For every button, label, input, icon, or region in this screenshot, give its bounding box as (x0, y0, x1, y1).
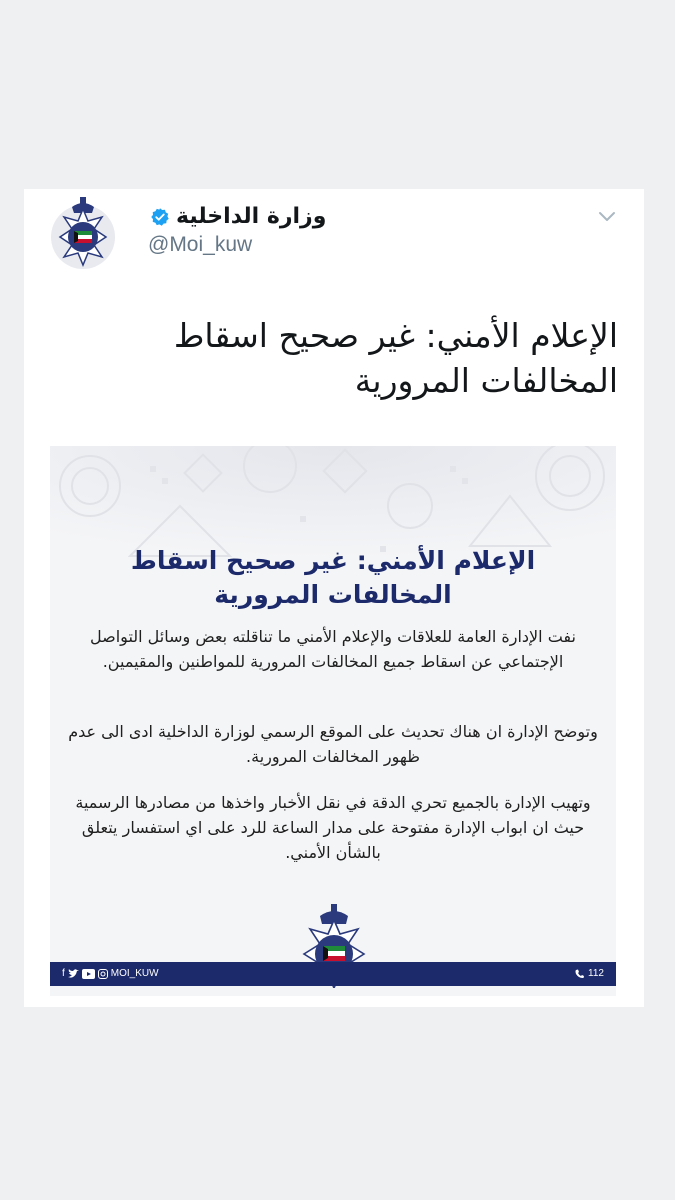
footer-phone: 112 (588, 968, 604, 979)
instagram-icon (98, 969, 108, 979)
image-title-line: الإعلام الأمني: غير صحيح اسقاط (130, 546, 536, 575)
verified-badge-icon (150, 207, 170, 227)
account-display-name[interactable]: وزارة الداخلية (176, 204, 327, 229)
image-paragraph: وتوضح الإدارة ان هناك تحديث على الموقع الرسمي لوزارة الداخلية ادى الى عدم ظهور المخالفات المرورية. (68, 722, 598, 766)
image-title (50, 544, 616, 612)
account-handle[interactable]: @Moi_kuw (148, 233, 253, 256)
image-paragraph: نفت الإدارة العامة للعلاقات والإعلام الأمني ما تناقلته بعض وسائل التواصل الإجتماعي عن اسقاط جميع المخالفات المرورية للمواطنين والمقيمين. (90, 627, 576, 671)
facebook-icon: f (62, 968, 65, 979)
image-title-line: المخالفات المرورية (214, 580, 452, 609)
tweet-text-line: الإعلام الأمني: غير صحيح اسقاط (173, 316, 618, 355)
chevron-down-icon[interactable] (598, 211, 616, 223)
social-links (62, 968, 159, 979)
tweet-card (24, 189, 644, 1007)
tweet-text-line: المخالفات المرورية (354, 361, 618, 400)
tweet-image[interactable] (50, 446, 616, 996)
image-paragraph: وتهيب الإدارة بالجميع تحري الدقة في نقل الأخبار واخذها من مصادرها الرسمية حيث ان ابواب الإدارة مفتوحة على مدار الساعة للرد على اي استفسار يتعلق بالشأن الأمني. (75, 793, 591, 862)
phone-contact (575, 968, 604, 979)
twitter-icon (68, 969, 79, 979)
tweet-text (50, 313, 618, 403)
youtube-icon (82, 969, 95, 979)
account-name-row[interactable] (150, 204, 326, 229)
footer-handle: MOI_KUW (110, 968, 159, 979)
image-footer-bar (50, 962, 616, 986)
phone-icon (575, 969, 584, 979)
account-avatar-icon[interactable] (50, 193, 116, 273)
